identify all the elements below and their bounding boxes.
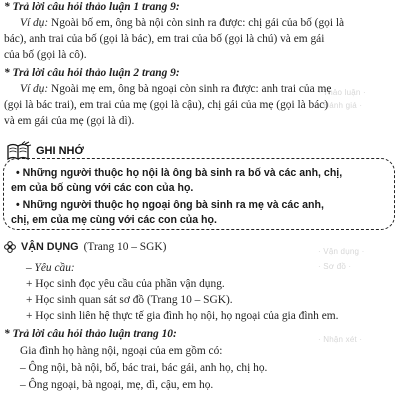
block1-line2: bác), anh trai của bố (gọi là bác), em trai của bố (gọi là chú) và em gái (4, 33, 325, 45)
block2-line1-text: Ngoài mẹ em, ông bà ngoại còn sinh ra được: anh trai của mẹ (48, 83, 332, 95)
bullet-icon: • (16, 199, 23, 211)
ghi-nho-item-1-line1 (16, 166, 342, 180)
ghi-nho-item-2-text: Những người thuộc họ ngoại ông bà sinh ra mẹ và các anh, (22, 199, 324, 211)
ghi-nho-item-1-text: Những người thuộc họ nội là ông bà sinh ra bố và các anh, chị, (22, 167, 343, 179)
flower-icon (4, 241, 16, 253)
bullet-icon: • (16, 167, 23, 179)
van-dung-ref: (Trang 10 – SGK) (83, 241, 167, 253)
block3-line1: Gia đình họ hàng nội, ngoại của em gồm có: (20, 345, 223, 357)
block2-prefix: Ví dụ: (20, 83, 49, 95)
block1-line1-text: Ngoài bố em, ông bà nội còn sinh ra được: chị gái của bố (gọi là (48, 17, 345, 29)
bleed-through-text: · Sơ đồ · (318, 262, 352, 271)
block1-line1 (20, 16, 344, 30)
block2-line3: và em gái của mẹ (gọi là dì). (4, 115, 135, 127)
van-dung-requirement-label: – Yêu cầu: (26, 262, 75, 274)
van-dung-req-1: + Học sinh đọc yêu cầu của phần vận dụng. (26, 278, 225, 290)
bleed-through-text: · Nhận xét · (318, 335, 363, 344)
van-dung-req-3: + Học sinh liên hệ thực tế gia đình họ nội, họ ngoại của gia đình em. (26, 310, 339, 322)
block2-line1 (20, 82, 331, 96)
block3-line3: – Ông ngoại, bà ngoại, mẹ, dì, cậu, em họ. (20, 379, 214, 391)
block1-line3: của bố (gọi là cô). (4, 49, 87, 61)
block3-line2: – Ông nội, bà nội, bố, bác trai, bác gái, anh họ, chị họ. (20, 362, 268, 374)
block3-heading: * Trả lời câu hỏi thảo luận trang 10: (4, 328, 177, 340)
block2-heading: * Trả lời câu hỏi thảo luận 2 trang 9: (4, 67, 180, 79)
ghi-nho-item-1-line2: em của bố cùng với các con của họ. (11, 182, 194, 194)
bleed-through-text: · Thảo luận · (318, 88, 366, 97)
block1-heading: * Trả lời câu hỏi thảo luận 1 trang 9: (4, 1, 180, 13)
ghi-nho-title: GHI NHỚ (36, 145, 84, 157)
van-dung-header (4, 241, 166, 253)
bleed-through-text: · Đánh giá · (318, 101, 363, 110)
van-dung-title: VẬN DỤNG (21, 241, 79, 253)
bleed-through-text: · Vận dụng · (318, 247, 365, 256)
van-dung-req-2: + Học sinh quan sát sơ đồ (Trang 10 – SGK). (26, 294, 233, 306)
block2-line2: (gọi là bác trai), em trai của mẹ (gọi là cậu), chị gái của mẹ (gọi là bác) (4, 99, 329, 111)
block1-prefix: Ví dụ: (20, 17, 49, 29)
ghi-nho-item-2-line2: chị, em của mẹ cùng với các con của họ. (11, 214, 217, 226)
ghi-nho-item-2-line1 (16, 198, 324, 212)
